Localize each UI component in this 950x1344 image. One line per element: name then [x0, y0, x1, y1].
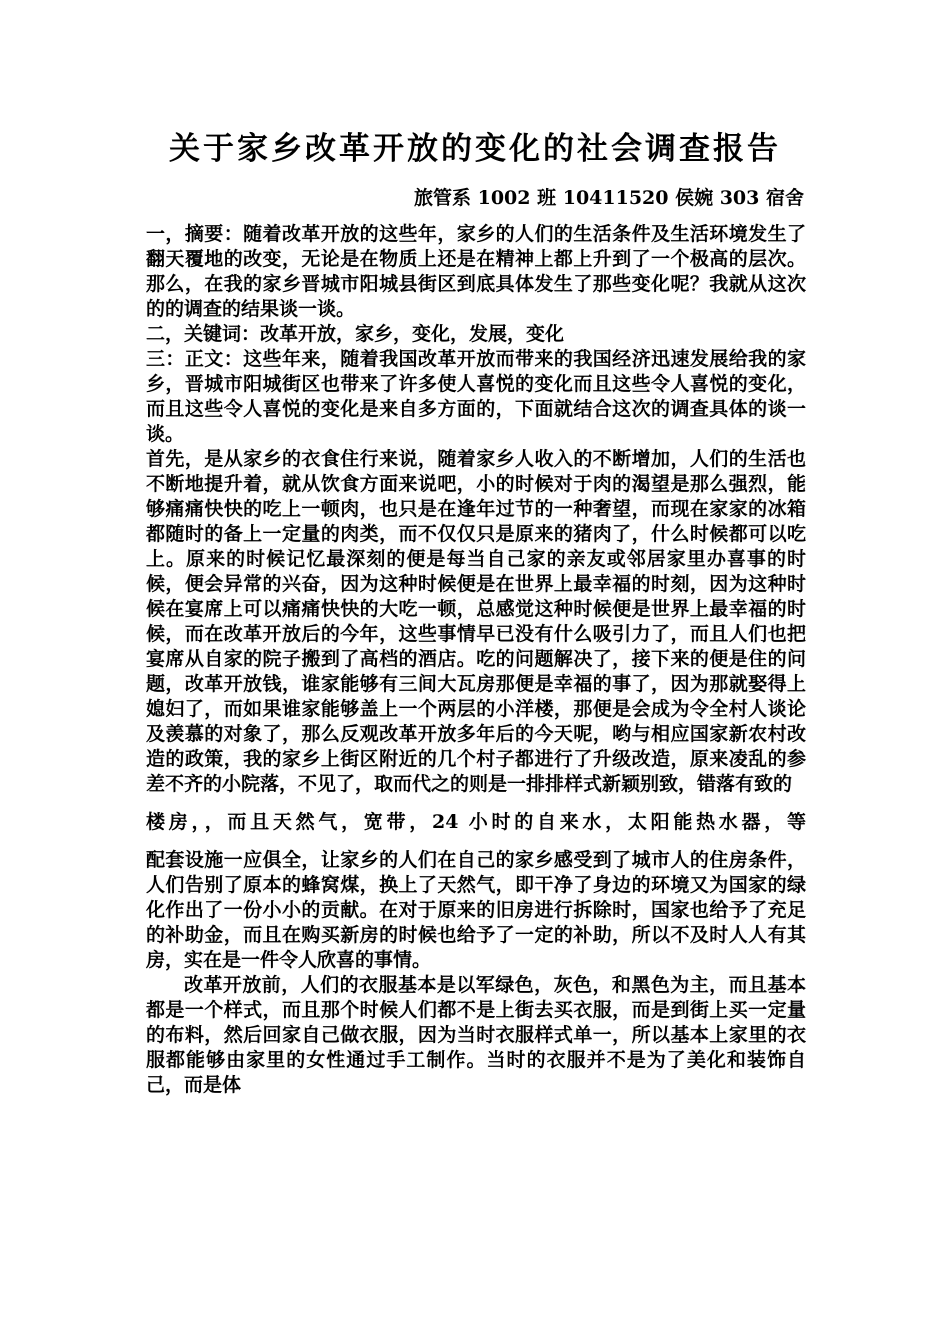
document-title: 关于家乡改革开放的变化的社会调查报告	[169, 131, 781, 167]
author-byline: 旅管系 1002 班 10411520 侯婉 303 宿舍	[414, 187, 804, 209]
food-housing-paragraph: 首先，是从家乡的衣食住行来说，随着家乡人收入的不断增加，人们的生活也不断地提升着，就从饮食方面来说吧，小的时候对于肉的渴望是那么强烈，能够痛痛快快的吃上一顿肉，也只是在逢年过节的一种奢望，而现在家家的冰箱都随时的备上一定量的肉类，而不仅仅只是原来的猪肉了，什么时候都可以吃上。原来的时候记忆最深刻的便是每当自己家的亲友或邻居家里办喜事的时候，便会异常的兴奋，因为这种时候便是在世界上最幸福的时刻，因为这种时候在宴席上可以痛痛快快的大吃一顿，总感觉这种时候便是世界上最幸福的时候，而在改革开放后的今年，这些事情早已没有什么吸引力了，而且人们也把宴席从自家的院子搬到了高档的酒店。吃的问题解决了，接下来的便是住的问题，改革开放钱，谁家能够有三间大瓦房那便是幸福的事了，因为那就娶得上媳妇了，而如果谁家能够盖上一个两层的小洋楼，那便是会成为令全村人谈论及羡慕的对象了，那么反观改革开放多年后的今天呢，哟与相应国家新农村改造的政策，我的家乡上街区附近的几个村子都进行了升级改造，原来凌乱的参差不齐的小院落，不见了，取而代之的则是一排排样式新颖别致，错落有致的	[146, 448, 806, 795]
spaced-line: 楼房，，而且天然气，宽带，24 小时的自来水，太阳能热水器，等	[146, 811, 806, 833]
body-intro-paragraph: 三：正文：这些年来，随着我国改革开放而带来的我国经济迅速发展给我的家乡，晋城市阳城街区也带来了许多使人喜悦的变化而且这些令人喜悦的变化，而且这些令人喜悦的变化是来自多方面的，下面就结合这次的调查具体的谈一谈。	[146, 348, 806, 445]
clothing-paragraph: 改革开放前，人们的衣服基本是以军绿色，灰色，和黑色为主，而且基本都是一个样式，而且那个时候人们都不是上街去买衣服，而是到街上买一定量的布料，然后回家自己做衣服，因为当时衣服样式单一，所以基本上家里的衣服都能够由家里的女性通过手工制作。当时的衣服并不是为了美化和装饰自己，而是体	[146, 974, 806, 1096]
housing-continued-paragraph: 配套设施一应俱全，让家乡的人们在自己的家乡感受到了城市人的住房条件，人们告别了原本的蜂窝煤，换上了天然气，即干净了身边的环境又为国家的绿化作出了一份小小的贡献。在对于原来的旧房进行拆除时，国家也给予了充足的补助金，而且在购买新房的时候也给予了一定的补助，所以不及时人人有其房，实在是一件令人欣喜的事情。	[146, 849, 806, 971]
document-body	[146, 222, 806, 1098]
keywords-paragraph: 二，关键词：改革开放，家乡，变化，发展，变化	[146, 323, 565, 345]
abstract-paragraph: 一，摘要：随着改革开放的这些年，家乡的人们的生活条件及生活环境发生了翻天覆地的改变，无论是在物质上还是在精神上都上升到了一个极高的层次。那么，在我的家乡晋城市阳城县街区到底具体发生了那些变化呢？我就从这次的的调查的结果谈一谈。	[146, 223, 806, 320]
